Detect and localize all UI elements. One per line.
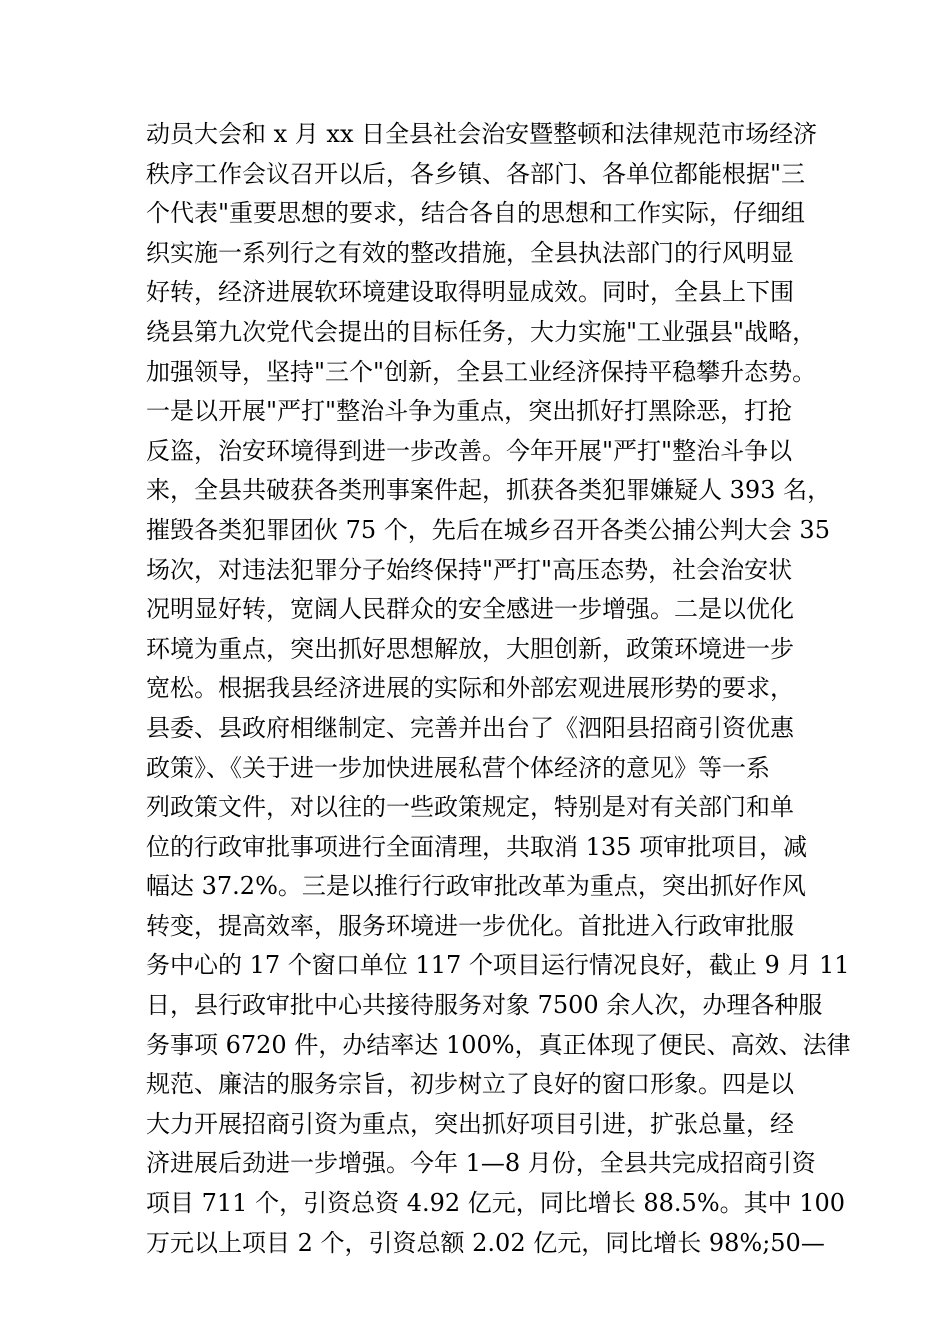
text-line-23: 日，县行政审批中心共接待服务对象 7500 余人次，办理各种服 xyxy=(146,991,823,1020)
text-line-2: 秩序工作会议召开以后，各乡镇、各部门、各单位都能根据"三 xyxy=(146,159,806,188)
text-line-28: 项目 711 个，引资总资 4.92 亿元，同比增长 88.5%。其中 100 xyxy=(146,1189,846,1218)
text-line-8: 一是以开展"严打"整治斗争为重点，突出抓好打黑除恶，打抢 xyxy=(146,397,793,426)
text-line-20: 幅达 37.2%。三是以推行行政审批改革为重点，突出抓好作风 xyxy=(146,872,806,901)
text-line-1: 动员大会和 x 月 xx 日全县社会治安暨整顿和法律规范市场经济 xyxy=(146,120,818,148)
text-line-14: 环境为重点，突出抓好思想解放，大胆创新，政策环境进一步 xyxy=(146,634,794,663)
body-text xyxy=(146,115,851,1263)
text-line-13: 况明显好转，宽阔人民群众的安全感进一步增强。二是以优化 xyxy=(146,595,794,624)
text-line-25: 规范、廉洁的服务宗旨，初步树立了良好的窗口形象。四是以 xyxy=(146,1070,794,1099)
text-line-22: 务中心的 17 个窗口单位 117 个项目运行情况良好，截止 9 月 11 xyxy=(146,951,850,980)
text-line-3: 个代表"重要思想的要求，结合各自的思想和工作实际，仔细组 xyxy=(146,199,806,228)
text-line-12: 场次，对违法犯罪分子始终保持"严打"高压态势，社会治安状 xyxy=(146,555,793,584)
text-line-19: 位的行政审批事项进行全面清理，共取消 135 项审批项目，减 xyxy=(146,832,808,861)
text-line-18: 列政策文件，对以往的一些政策规定，特别是对有关部门和单 xyxy=(146,793,794,822)
text-line-24: 务事项 6720 件，办结率达 100%，真正体现了便民、高效、法律 xyxy=(146,1030,851,1059)
text-line-27: 济进展后劲进一步增强。今年 1—8 月份，全县共完成招商引资 xyxy=(146,1149,816,1178)
text-line-5: 好转，经济进展软环境建设取得明显成效。同时，全县上下围 xyxy=(146,278,794,307)
text-line-6: 绕县第九次党代会提出的目标任务，大力实施"工业强县"战略， xyxy=(146,317,817,346)
text-line-16: 县委、县政府相继制定、完善并出台了《泗阳县招商引资优惠 xyxy=(146,713,794,742)
text-line-29: 万元以上项目 2 个，引资总额 2.02 亿元，同比增长 98%;50— xyxy=(146,1228,825,1257)
text-line-17: 政策》、《关于进一步加快进展私营个体经济的意见》等一系 xyxy=(146,753,770,782)
text-line-21: 转变，提高效率，服务环境进一步优化。首批进入行政审批服 xyxy=(146,911,794,940)
text-line-26: 大力开展招商引资为重点，突出抓好项目引进，扩张总量，经 xyxy=(146,1109,794,1138)
text-line-4: 织实施一系列行之有效的整改措施，全县执法部门的行风明显 xyxy=(146,238,794,267)
text-line-7: 加强领导，坚持"三个"创新，全县工业经济保持平稳攀升态势。 xyxy=(146,357,817,386)
text-line-15: 宽松。根据我县经济进展的实际和外部宏观进展形势的要求， xyxy=(146,674,794,703)
text-line-9: 反盗，治安环境得到进一步改善。今年开展"严打"整治斗争以 xyxy=(146,436,793,465)
text-line-10: 来，全县共破获各类刑事案件起，抓获各类犯罪嫌疑人 393 名， xyxy=(146,476,832,505)
text-line-11: 摧毁各类犯罪团伙 75 个，先后在城乡召开各类公捕公判大会 35 xyxy=(146,515,830,544)
